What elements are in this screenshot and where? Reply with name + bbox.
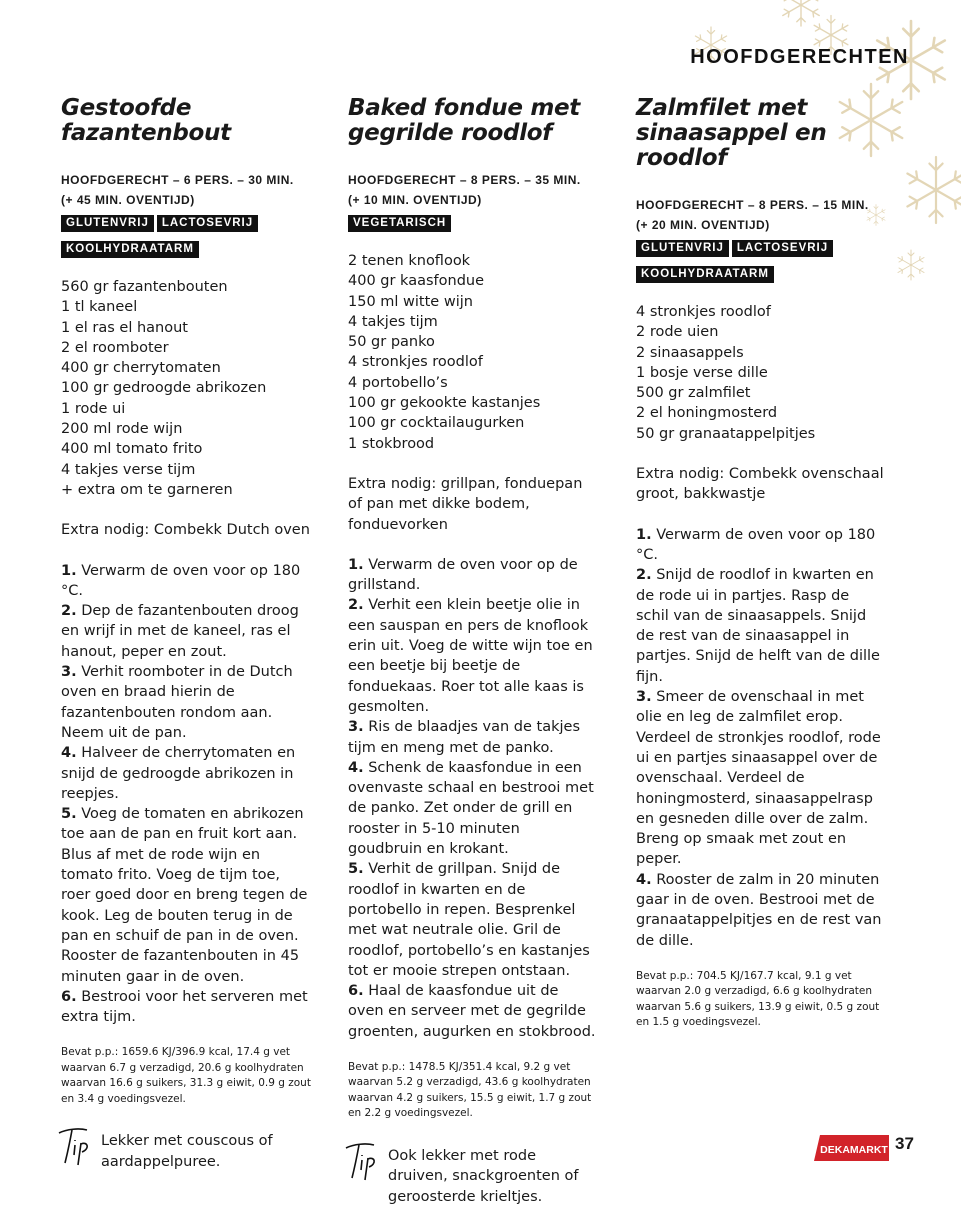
step-text: Verwarm de oven voor op 180 °C. xyxy=(61,562,301,599)
step-number: 4. xyxy=(636,871,652,888)
step-number: 5. xyxy=(348,861,364,878)
recipe-column xyxy=(636,96,886,1031)
step xyxy=(636,565,886,687)
diet-tag: VEGETARISCH xyxy=(348,215,451,232)
ingredient: 4 takjes tijm xyxy=(348,313,438,330)
ingredient: 50 gr granaatappelpitjes xyxy=(636,425,816,442)
step xyxy=(61,561,311,602)
step-text: Rooster de zalm in 20 minuten gaar in de oven. Bestrooi met de granaatappelpitjes en de rest van de dille. xyxy=(636,871,882,949)
step xyxy=(636,870,886,951)
page-number: 37 xyxy=(895,1134,914,1153)
ingredient-list xyxy=(61,277,311,500)
diet-tags xyxy=(61,211,311,263)
diet-tag: KOOLHYDRAATARM xyxy=(636,266,774,283)
ingredient: 400 ml tomato frito xyxy=(61,441,203,458)
step xyxy=(61,662,311,743)
tip-text: Lekker met couscous of aardappelpuree. xyxy=(101,1133,273,1170)
instruction-steps xyxy=(61,561,311,1028)
step-number: 1. xyxy=(636,526,652,543)
step-text: Bestrooi voor het serveren met extra tijm. xyxy=(61,988,308,1026)
svg-text:DEKAMARKT: DEKAMARKT xyxy=(820,1144,888,1156)
extra-equipment: Extra nodig: Combekk ovenschaal groot, bakkwastje xyxy=(636,466,884,503)
step-number: 2. xyxy=(636,567,652,584)
step-text: Verhit een klein beetje olie in een sauspan en pers de knoflook erin uit. Voeg de witte wijn toe en een beetje bij beetje de fonduekaas. Roer tot alle kaas is gesmolten. xyxy=(348,597,593,715)
step xyxy=(348,717,598,758)
step-text: Verwarm de oven voor op 180 °C. xyxy=(636,526,876,563)
ingredient: 100 gr gekookte kastanjes xyxy=(348,395,541,412)
recipe-meta xyxy=(61,170,311,210)
step-number: 4. xyxy=(348,759,364,776)
step-number: 1. xyxy=(348,556,364,573)
step-text: Verhit de grillpan. Snijd de roodlof in kwarten en de portobello in repen. Besprenkel met wat neutrale olie. Gril de roodlof, portobello’s en kastanjes tot er mooie strepen ontstaan. xyxy=(348,861,590,979)
step-number: 4. xyxy=(61,745,77,762)
step-number: 3. xyxy=(61,664,77,681)
diet-tag: KOOLHYDRAATARM xyxy=(61,241,199,258)
ingredient: 4 takjes verse tijm xyxy=(61,461,196,478)
instruction-steps xyxy=(636,525,886,951)
step-text: Verwarm de oven voor op de grillstand. xyxy=(348,556,578,594)
diet-tags xyxy=(348,211,598,237)
tip-box xyxy=(61,1131,311,1172)
ingredient: 2 el roomboter xyxy=(61,339,169,356)
ingredient: 560 gr fazantenbouten xyxy=(61,279,228,295)
tip-icon xyxy=(55,1123,97,1167)
ingredient: 1 rode ui xyxy=(61,400,126,417)
ingredient: 100 gr cocktailaugurken xyxy=(348,415,525,432)
ingredient: 200 ml rode wijn xyxy=(61,421,183,438)
recipe-column xyxy=(61,96,311,1172)
step-text: Schenk de kaasfondue in een ovenvaste schaal en bestrooi met de panko. Zet onder de grill en rooster in 5-10 minuten goudbruin en krokant. xyxy=(348,759,594,858)
step xyxy=(636,687,886,870)
recipe-title: Baked fondue met gegrilde roodlof xyxy=(348,95,580,146)
ingredient: 2 sinaasappels xyxy=(636,344,744,361)
diet-tag: LACTOSEVRIJ xyxy=(732,240,833,257)
recipe-title: Zalmfilet met sinaasappel en roodlof xyxy=(636,95,827,171)
step xyxy=(348,758,598,859)
step xyxy=(348,981,598,1042)
ingredient: + extra om te garneren xyxy=(61,481,233,498)
nutrition-info: Bevat p.p.: 1478.5 KJ/351.4 kcal, 9.2 g vet waarvan 5.2 g verzadigd, 43.6 g koolhydraten waarvan 4.2 g suikers, 15.5 g eiwit, 1.7 g zout en 2.2 g voedingsvezel. xyxy=(348,1060,592,1120)
ingredient: 2 el honingmosterd xyxy=(636,405,778,422)
snowflake-icon xyxy=(907,157,961,223)
recipe-meta-line: (+ 45 MIN. OVENTIJD) xyxy=(61,193,195,207)
recipe-meta-line: HOOFDGERECHT – 8 PERS. – 35 MIN. xyxy=(348,173,581,187)
diet-tag: GLUTENVRIJ xyxy=(636,240,729,257)
step xyxy=(61,987,311,1028)
ingredient: 100 gr gedroogde abrikozen xyxy=(61,380,267,397)
step xyxy=(348,555,598,596)
diet-tags xyxy=(636,236,886,288)
ingredient: 1 tl kaneel xyxy=(61,299,138,316)
tip-text: Ook lekker met rode druiven, snackgroenten of geroosterde krieltjes. xyxy=(388,1147,579,1205)
diet-tag: LACTOSEVRIJ xyxy=(157,215,258,232)
ingredient: 400 gr kaasfondue xyxy=(348,273,485,290)
step-number: 2. xyxy=(61,603,77,620)
ingredient: 2 tenen knoflook xyxy=(348,253,471,269)
step xyxy=(61,601,311,662)
step-text: Verhit roomboter in de Dutch oven en braad hierin de fazantenbouten rondom aan. Neem uit de pan. xyxy=(61,664,293,741)
step xyxy=(61,743,311,804)
recipe-meta xyxy=(636,195,886,235)
tip-box xyxy=(348,1146,598,1207)
ingredient: 1 stokbrood xyxy=(348,435,435,452)
step-text: Ris de blaadjes van de takjes tijm en meng met de panko. xyxy=(348,719,581,756)
step xyxy=(348,595,598,717)
ingredient-list xyxy=(636,302,886,444)
ingredient: 1 el ras el hanout xyxy=(61,319,188,336)
step-number: 2. xyxy=(348,597,364,614)
step-text: Haal de kaasfondue uit de oven en serveer met de gegrilde groenten, augurken en stokbrood. xyxy=(348,983,596,1040)
snowflake-icon xyxy=(783,0,819,26)
snowflake-icon xyxy=(898,250,924,280)
recipe-meta-line: HOOFDGERECHT – 8 PERS. – 15 MIN. xyxy=(636,198,869,212)
nutrition-info: Bevat p.p.: 1659.6 KJ/396.9 kcal, 17.4 g vet waarvan 6.7 g verzadigd, 20.6 g koolhydraten waarvan 16.6 g suikers, 31.3 g eiwit, 0.9 g zout en 3.4 g voedingsvezel. xyxy=(61,1046,311,1105)
dekamarkt-logo xyxy=(814,1133,889,1163)
step-text: Dep de fazantenbouten droog en wrijf in met de kaneel, ras el hanout, peper en zout. xyxy=(61,603,299,660)
ingredient-list xyxy=(348,251,598,454)
ingredient: 500 gr zalmfilet xyxy=(636,385,751,402)
nutrition-info: Bevat p.p.: 704.5 KJ/167.7 kcal, 9.1 g vet waarvan 2.0 g verzadigd, 6.6 g koolhydraten waarvan 5.6 g suikers, 13.9 g eiwit, 0.5 g zout en 1.5 g voedingsvezel. xyxy=(636,969,880,1029)
step-text: Smeer de ovenschaal in met olie en leg de zalmfilet erop. Verdeel de stronkjes roodlof, rode ui en partjes sinaasappel over de ovenschaal. Verdeel de honingmosterd, sinaasappelrasp en gesneden dille over de zalm. Breng op smaak met zout en peper. xyxy=(636,689,881,868)
step xyxy=(61,804,311,987)
ingredient: 400 gr cherrytomaten xyxy=(61,360,221,377)
step-text: Snijd de roodlof in kwarten en de rode ui in partjes. Rasp de schil van de sinaasappels. Snijd de rest van de sinaasappel in partjes. Snijd de helft van de dille fijn. xyxy=(636,567,880,685)
recipe-title: Gestoofde fazantenbout xyxy=(61,95,231,146)
ingredient: 1 bosje verse dille xyxy=(636,364,768,381)
diet-tag: GLUTENVRIJ xyxy=(61,215,154,232)
step xyxy=(348,859,598,981)
step-text: Voeg de tomaten en abrikozen toe aan de pan en fruit kort aan. Blus af met de rode wijn en tomato frito. Voeg de tijm toe, roer goed door en breng tegen de kook. Leg de bouten terug in de pan en schuif de pan in de oven. Rooster de fazantenbouten in 45 minuten gaar in de oven. xyxy=(61,806,308,985)
tip-icon xyxy=(342,1138,384,1182)
step-number: 6. xyxy=(61,988,77,1005)
step-number: 3. xyxy=(636,689,652,706)
ingredient: 4 portobello’s xyxy=(348,374,448,391)
step-number: 1. xyxy=(61,562,77,579)
step xyxy=(636,525,886,566)
step-number: 3. xyxy=(348,719,364,736)
ingredient: 2 rode uien xyxy=(636,324,719,341)
instruction-steps xyxy=(348,555,598,1042)
extra-equipment: Extra nodig: grillpan, fonduepan of pan met dikke bodem, fonduevorken xyxy=(348,475,583,533)
section-title: HOOFDGERECHTEN xyxy=(690,46,909,68)
recipe-meta-line: (+ 20 MIN. OVENTIJD) xyxy=(636,218,770,232)
ingredient: 50 gr panko xyxy=(348,334,435,351)
recipe-meta xyxy=(348,170,598,210)
step-number: 5. xyxy=(61,806,77,823)
recipe-meta-line: (+ 10 MIN. OVENTIJD) xyxy=(348,193,482,207)
ingredient: 150 ml witte wijn xyxy=(348,293,473,310)
step-number: 6. xyxy=(348,983,364,1000)
recipe-column xyxy=(348,96,598,1207)
ingredient: 4 stronkjes roodlof xyxy=(348,354,483,371)
ingredient: 4 stronkjes roodlof xyxy=(636,304,771,320)
extra-equipment: Extra nodig: Combekk Dutch oven xyxy=(61,522,310,539)
step-text: Halveer de cherrytomaten en snijd de gedroogde abrikozen in reepjes. xyxy=(61,745,296,802)
recipe-meta-line: HOOFDGERECHT – 6 PERS. – 30 MIN. xyxy=(61,173,294,187)
